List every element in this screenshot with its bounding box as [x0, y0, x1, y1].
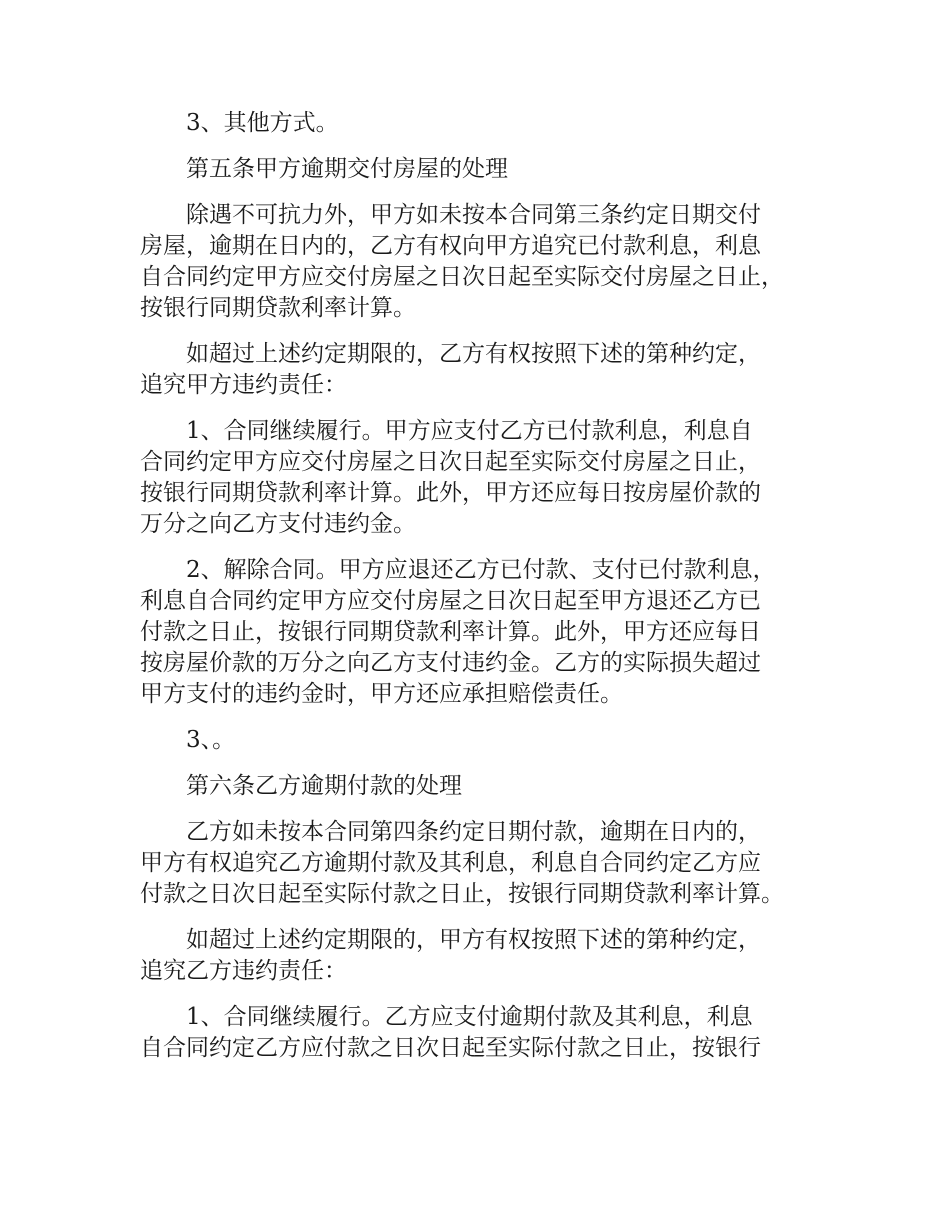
section-heading-article-6 [140, 771, 830, 802]
heading-line: 第五条甲方逾期交付房屋的处理 [186, 156, 508, 182]
paragraph-overdue-options-b [140, 925, 830, 987]
paragraph-line: 自合同约定甲方应交付房屋之日次日起至实际交付房屋之日止， [140, 264, 784, 290]
paragraph-line: 3、其他方式。 [186, 110, 339, 136]
paragraph-line: 3、。 [186, 727, 236, 753]
paragraph-line: 2、解除合同。甲方应退还乙方已付款、支付已付款利息， [186, 557, 776, 583]
paragraph-late-payment [140, 817, 830, 910]
paragraph-line: 万分之向乙方支付违约金。 [140, 511, 416, 537]
paragraph-line: 自合同约定乙方应付款之日次日起至实际付款之日止，按银行 [140, 1035, 761, 1061]
paragraph-line: 除遇不可抗力外，甲方如未按本合同第三条约定日期交付 [186, 202, 761, 228]
paragraph-line: 如超过上述约定期限的，甲方有权按照下述的第种约定， [186, 927, 761, 953]
paragraph-terminate-contract [140, 555, 830, 710]
paragraph-line: 追究乙方违约责任： [140, 958, 347, 984]
paragraph-overdue-options-a [140, 339, 830, 401]
paragraph-item-3-blank [140, 725, 830, 756]
paragraph-line: 按银行同期贷款利率计算。此外，甲方还应每日按房屋价款的 [140, 480, 761, 506]
paragraph-continue-contract-b [140, 1002, 830, 1064]
paragraph-line: 按银行同期贷款利率计算。 [140, 295, 416, 321]
paragraph-line: 乙方如未按本合同第四条约定日期付款，逾期在日内的， [186, 819, 761, 845]
section-heading-article-5 [140, 154, 830, 185]
paragraph-line: 付款之日止，按银行同期贷款利率计算。此外，甲方还应每日 [140, 619, 761, 645]
paragraph-line: 利息自合同约定甲方应交付房屋之日次日起至甲方退还乙方已 [140, 588, 761, 614]
paragraph-line: 按房屋价款的万分之向乙方支付违约金。乙方的实际损失超过 [140, 650, 761, 676]
document-body [140, 108, 830, 1079]
paragraph-line: 甲方有权追究乙方逾期付款及其利息，利息自合同约定乙方应 [140, 850, 761, 876]
paragraph-line: 甲方支付的违约金时，甲方还应承担赔偿责任。 [140, 681, 623, 707]
paragraph-line: 付款之日次日起至实际付款之日止，按银行同期贷款利率计算。 [140, 881, 784, 907]
paragraph-line: 1、合同继续履行。乙方应支付逾期付款及其利息，利息 [186, 1004, 753, 1030]
paragraph-line: 房屋，逾期在日内的，乙方有权向甲方追究已付款利息，利息 [140, 233, 761, 259]
paragraph-line: 合同约定甲方应交付房屋之日次日起至实际交付房屋之日止， [140, 449, 761, 475]
paragraph-late-delivery [140, 200, 830, 324]
heading-line: 第六条乙方逾期付款的处理 [186, 773, 462, 799]
paragraph-other-methods [140, 108, 830, 139]
paragraph-line: 如超过上述约定期限的，乙方有权按照下述的第种约定， [186, 341, 761, 367]
paragraph-line: 追究甲方违约责任： [140, 372, 347, 398]
paragraph-line: 1、合同继续履行。甲方应支付乙方已付款利息，利息自 [186, 418, 753, 444]
paragraph-continue-contract-a [140, 416, 830, 540]
